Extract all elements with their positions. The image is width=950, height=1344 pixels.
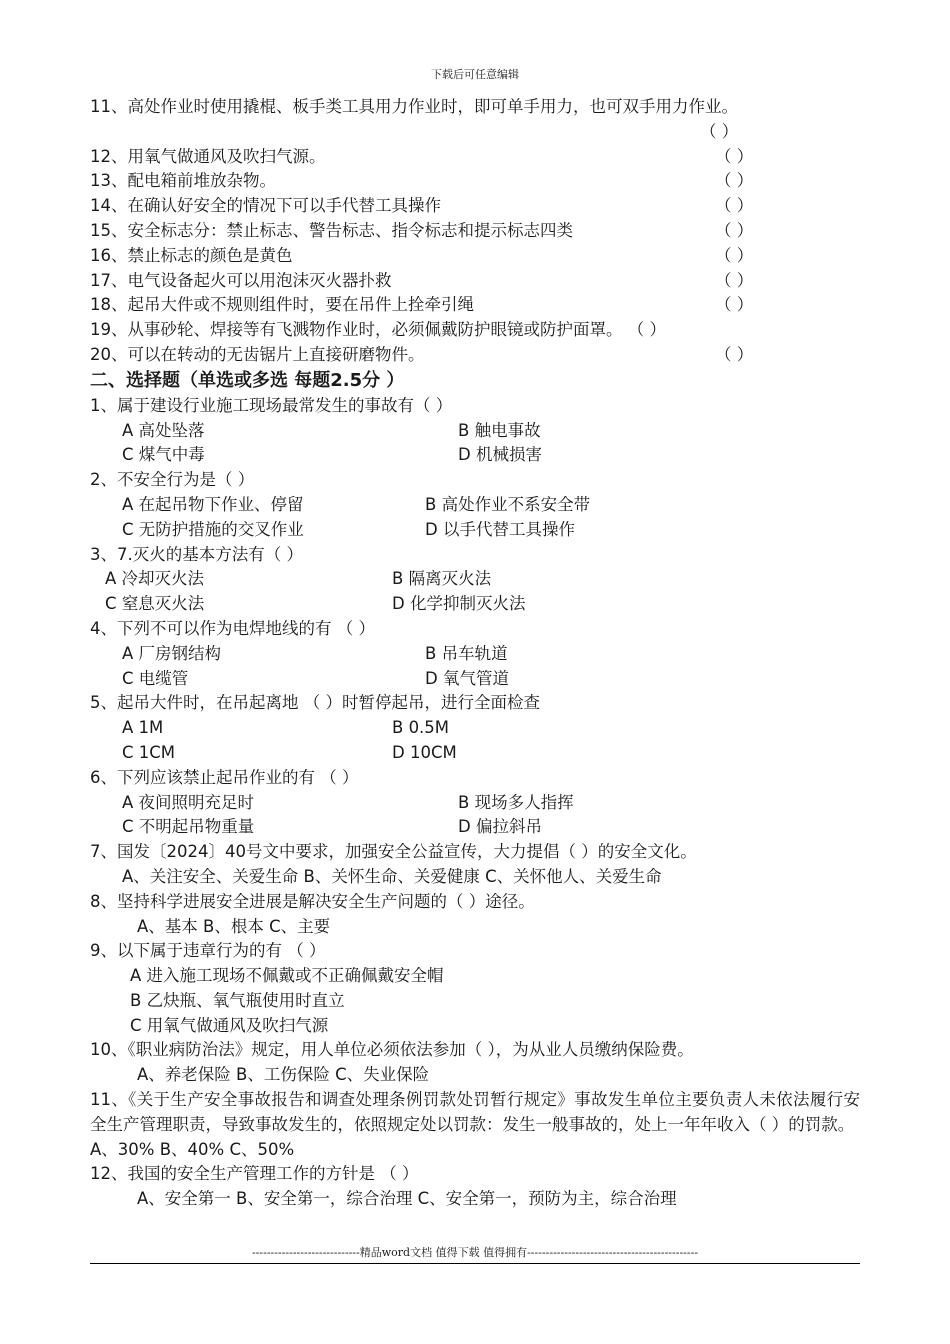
page-footer: -----------------------------精品word文档 值得下载 值得拥有---------------------------------------------- bbox=[251, 1246, 699, 1259]
question-text: 16、禁止标志的颜色是黄色 bbox=[90, 245, 293, 265]
mc-question-4-options-row1 bbox=[90, 642, 860, 667]
option-c: C 不明起吊物重量 bbox=[122, 817, 255, 837]
tf-question-13 bbox=[90, 169, 860, 194]
page-header: 下载后可任意编辑 bbox=[431, 68, 519, 81]
mc-question-12-options bbox=[90, 1187, 860, 1212]
question-text: 15、安全标志分：禁止标志、警告标志、指令标志和提示标志四类 bbox=[90, 220, 573, 240]
question-text: 14、在确认好安全的情况下可以手代替工具操作 bbox=[90, 196, 441, 216]
mc-question-10-stem: 10、《职业病防治法》规定，用人单位必须依法参加（ ），为从业人员缴纳保险费。 bbox=[90, 1040, 694, 1060]
mc-question-9-option-c bbox=[90, 1014, 860, 1039]
mc-question-11-stem: 11、《关于生产安全事故报告和调查处理条例罚款处罚暂行规定》事故发生单位主要负责人未依法履行安全生产管理职责，导致事故发生的，依照规定处以罚款：发生一般事故的，处上一年年收入（ ）的罚款。 bbox=[90, 1090, 860, 1134]
mc-question-9-option-b bbox=[90, 989, 860, 1014]
option-a: A 在起吊物下作业、停留 bbox=[122, 494, 304, 514]
mc-question-11-options bbox=[90, 1138, 860, 1163]
option-b: B 吊车轨道 bbox=[425, 643, 508, 663]
mc-question-6-stem: 6、下列应该禁止起吊作业的有 （ ） bbox=[90, 767, 359, 787]
tf-question-18 bbox=[90, 293, 860, 318]
mc-question-9-option-a bbox=[90, 964, 860, 989]
option-d: D 氧气管道 bbox=[425, 668, 509, 688]
answer-paren: （ ） bbox=[715, 295, 754, 315]
tf-question-16 bbox=[90, 244, 860, 269]
mc-question-3-options-row1 bbox=[90, 567, 860, 592]
answer-paren: （ ） bbox=[715, 171, 754, 191]
options-text: A、30% B、40% C、50% bbox=[90, 1139, 295, 1159]
mc-question-3-options-row2 bbox=[90, 592, 860, 617]
mc-question-8-stem: 8、坚持科学进展安全进展是解决安全生产问题的（ ）途径。 bbox=[90, 891, 535, 911]
mc-question-2-options-row2 bbox=[90, 518, 860, 543]
option-a: A 高处坠落 bbox=[122, 420, 205, 440]
option-d: D 偏拉斜吊 bbox=[458, 817, 542, 837]
mc-question-2-stem: 2、不安全行为是（ ） bbox=[90, 470, 255, 490]
answer-paren: （ ） bbox=[715, 270, 754, 290]
mc-question-12-stem: 12、我国的安全生产管理工作的方针是 （ ） bbox=[90, 1164, 419, 1184]
mc-question-6-options-row2 bbox=[90, 815, 860, 840]
option-a: A 冷却灭火法 bbox=[105, 569, 205, 589]
mc-question-1-options-row1 bbox=[90, 419, 860, 444]
answer-paren: （ ） bbox=[715, 220, 754, 240]
option-b: B 高处作业不系安全带 bbox=[425, 494, 591, 514]
option-a: A 夜间照明充足时 bbox=[122, 792, 255, 812]
option-b: B 触电事故 bbox=[458, 420, 541, 440]
option-b: B 现场多人指挥 bbox=[458, 792, 574, 812]
mc-question-3-stem: 3、7.灭火的基本方法有（ ） bbox=[90, 544, 303, 564]
options-text: A、安全第一 B、安全第一，综合治理 C、安全第一，预防为主，综合治理 bbox=[137, 1189, 677, 1209]
section-title: 二、选择题（单选或多选 每题2.5分 ） bbox=[90, 369, 405, 391]
options-text: A、关注安全、关爱生命 B、关怀生命、关爱健康 C、关怀他人、关爱生命 bbox=[122, 866, 662, 886]
mc-question-5-options-row1 bbox=[90, 716, 860, 741]
exam-content bbox=[90, 95, 860, 1212]
tf-question-17 bbox=[90, 269, 860, 294]
options-text: A、养老保险 B、工伤保险 C、失业保险 bbox=[137, 1065, 430, 1085]
option-c: C 窒息灭火法 bbox=[105, 594, 205, 614]
tf-question-15 bbox=[90, 219, 860, 244]
answer-paren: （ ） bbox=[700, 121, 739, 141]
option-c: C 无防护措施的交叉作业 bbox=[122, 519, 304, 539]
question-text: 18、起吊大件或不规则组件时，要在吊件上拴牵引绳 bbox=[90, 295, 474, 315]
option-b: B 隔离灭火法 bbox=[392, 569, 492, 589]
mc-question-1-options-row2 bbox=[90, 443, 860, 468]
mc-question-7-stem: 7、国发〔2024〕40号文中要求，加强安全公益宣传，大力提倡（ ）的安全文化。 bbox=[90, 842, 697, 862]
option-c: C 煤气中毒 bbox=[122, 445, 205, 465]
tf-question-11 bbox=[90, 95, 860, 120]
option-a: A 1M bbox=[122, 718, 164, 738]
option-b: B 0.5M bbox=[392, 718, 450, 738]
mc-question-5-stem: 5、起吊大件时，在吊起离地 （ ）时暂停起吊，进行全面检查 bbox=[90, 693, 540, 713]
option-b: B 乙炔瓶、氧气瓶使用时直立 bbox=[130, 990, 345, 1010]
option-a: A 进入施工现场不佩戴或不正确佩戴安全帽 bbox=[130, 966, 444, 986]
mc-question-7-options bbox=[90, 865, 860, 890]
mc-question-6-options-row1 bbox=[90, 791, 860, 816]
option-d: D 以手代替工具操作 bbox=[425, 519, 575, 539]
option-c: C 电缆管 bbox=[122, 668, 189, 688]
option-a: A 厂房钢结构 bbox=[122, 643, 222, 663]
answer-paren: （ ） bbox=[715, 196, 754, 216]
tf-question-14 bbox=[90, 194, 860, 219]
tf-question-11-answer bbox=[90, 120, 860, 145]
answer-paren: （ ） bbox=[715, 146, 754, 166]
mc-question-4-options-row2 bbox=[90, 667, 860, 692]
mc-question-8-options bbox=[90, 915, 860, 940]
mc-question-2-options-row1 bbox=[90, 493, 860, 518]
mc-question-1-stem: 1、属于建设行业施工现场最常发生的事故有（ ） bbox=[90, 395, 453, 415]
mc-question-10-options bbox=[90, 1063, 860, 1088]
question-text: 13、配电箱前堆放杂物。 bbox=[90, 171, 276, 191]
footer-rule bbox=[90, 1263, 860, 1264]
option-d: D 10CM bbox=[392, 742, 457, 762]
options-text: A、基本 B、根本 C、主要 bbox=[137, 916, 331, 936]
mc-question-4-stem: 4、下列不可以作为电焊地线的有 （ ） bbox=[90, 618, 375, 638]
tf-question-12 bbox=[90, 145, 860, 170]
tf-question-19 bbox=[90, 318, 860, 343]
question-text: 11、高处作业时使用撬棍、板手类工具用力作业时，即可单手用力，也可双手用力作业。 bbox=[90, 97, 738, 116]
question-text: 17、电气设备起火可以用泡沫灭火器扑救 bbox=[90, 270, 392, 290]
mc-question-9-stem: 9、以下属于违章行为的有 （ ） bbox=[90, 941, 326, 961]
question-text: 19、从事砂轮、焊接等有飞溅物作业时，必须佩戴防护眼镜或防护面罩。 （ ） bbox=[90, 320, 666, 340]
mc-question-5-options-row2 bbox=[90, 741, 860, 766]
question-text: 12、用氧气做通风及吹扫气源。 bbox=[90, 146, 326, 166]
option-d: D 化学抑制灭火法 bbox=[392, 594, 526, 614]
question-text: 20、可以在转动的无齿锯片上直接研磨物件。 bbox=[90, 344, 425, 364]
option-c: C 1CM bbox=[122, 742, 176, 762]
answer-paren: （ ） bbox=[715, 344, 754, 364]
option-c: C 用氧气做通风及吹扫气源 bbox=[130, 1015, 329, 1035]
option-d: D 机械损害 bbox=[458, 445, 542, 465]
tf-question-20 bbox=[90, 343, 860, 368]
answer-paren: （ ） bbox=[715, 245, 754, 265]
